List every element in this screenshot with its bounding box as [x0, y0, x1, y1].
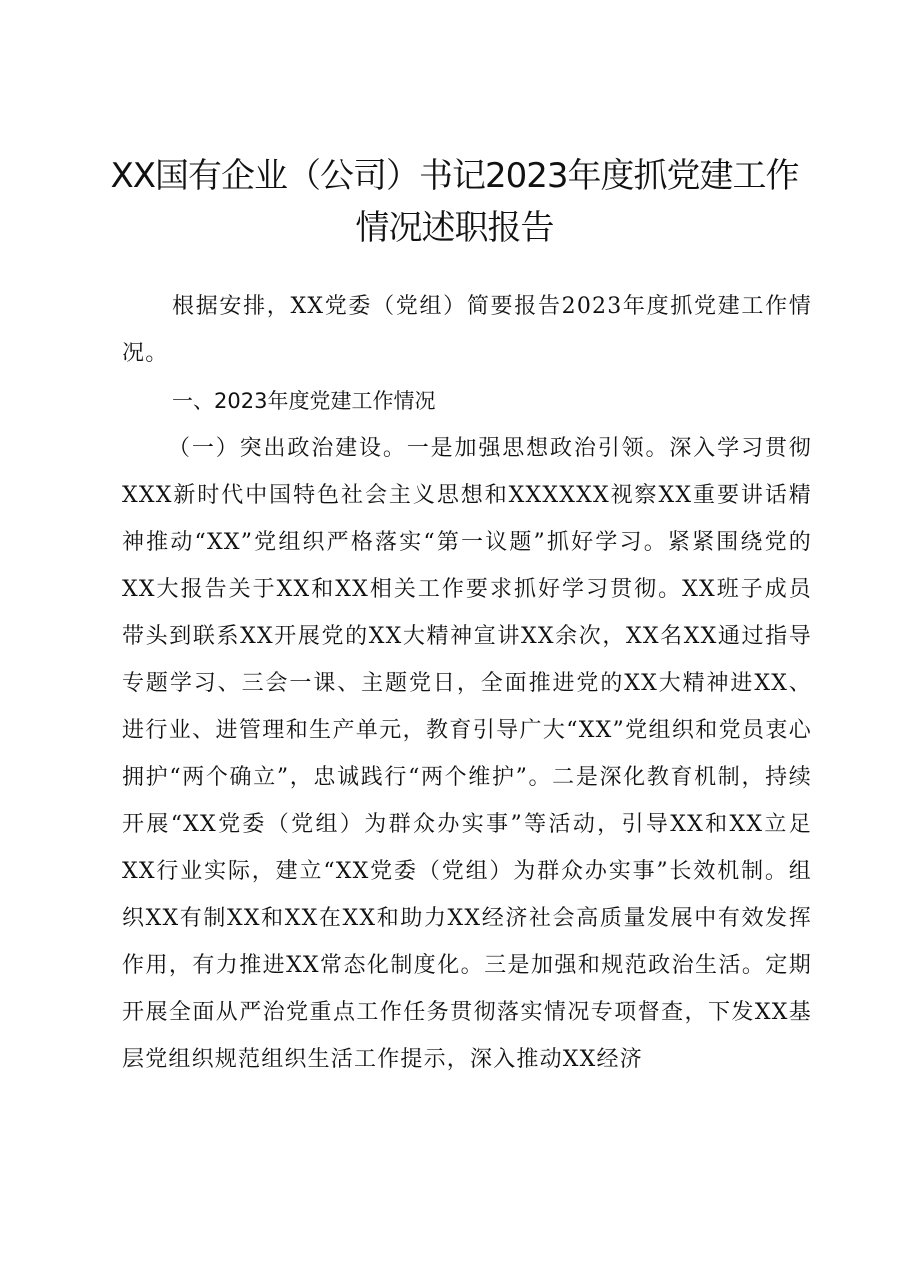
title-line-2: 情况述职报告: [355, 208, 554, 248]
section-1-heading: 一、2023年度党建工作情况: [172, 389, 436, 413]
title-line-1: XX国有企业（公司）书记2023年度抓党建工作: [110, 156, 799, 196]
intro-paragraph: 根据安排，XX党委（党组）简要报告2023年度抓党建工作情况。: [122, 294, 812, 366]
document-title: [90, 150, 819, 254]
section-1-paragraph-1: （一）突出政治建设。一是加强思想政治引领。深入学习贯彻XXX新时代中国特色社会主义思想和XXXXXX视察XX重要讲话精神推动“XX”党组织严格落实“第一议题”抓好学习。紧紧围绕党的XX大报告关于XX和XX相关工作要求抓好学习贯彻。XX班子成员带头到联系XX开展党的XX大精神宣讲XX余次，XX名XX通过指导专题学习、三会一课、主题党日，全面推进党的XX大精神进XX、进行业、进管理和生产单元，教育引导广大“XX”党组织和党员衷心拥护“两个确立”，忠诚践行“两个维护”。二是深化教育机制，持续开展“XX党委（党组）为群众办实事”等活动，引导XX和XX立足XX行业实际，建立“XX党委（党组）为群众办实事”长效机制。组织XX有制XX和XX在XX和助力XX经济社会高质量发展中有效发挥作用，有力推进XX常态化制度化。三是加强和规范政治生活。定期开展全面从严治党重点工作任务贯彻落实情况专项督查，下发XX基层党组织规范组织生活工作提示，深入推动XX经济: [122, 436, 812, 1072]
